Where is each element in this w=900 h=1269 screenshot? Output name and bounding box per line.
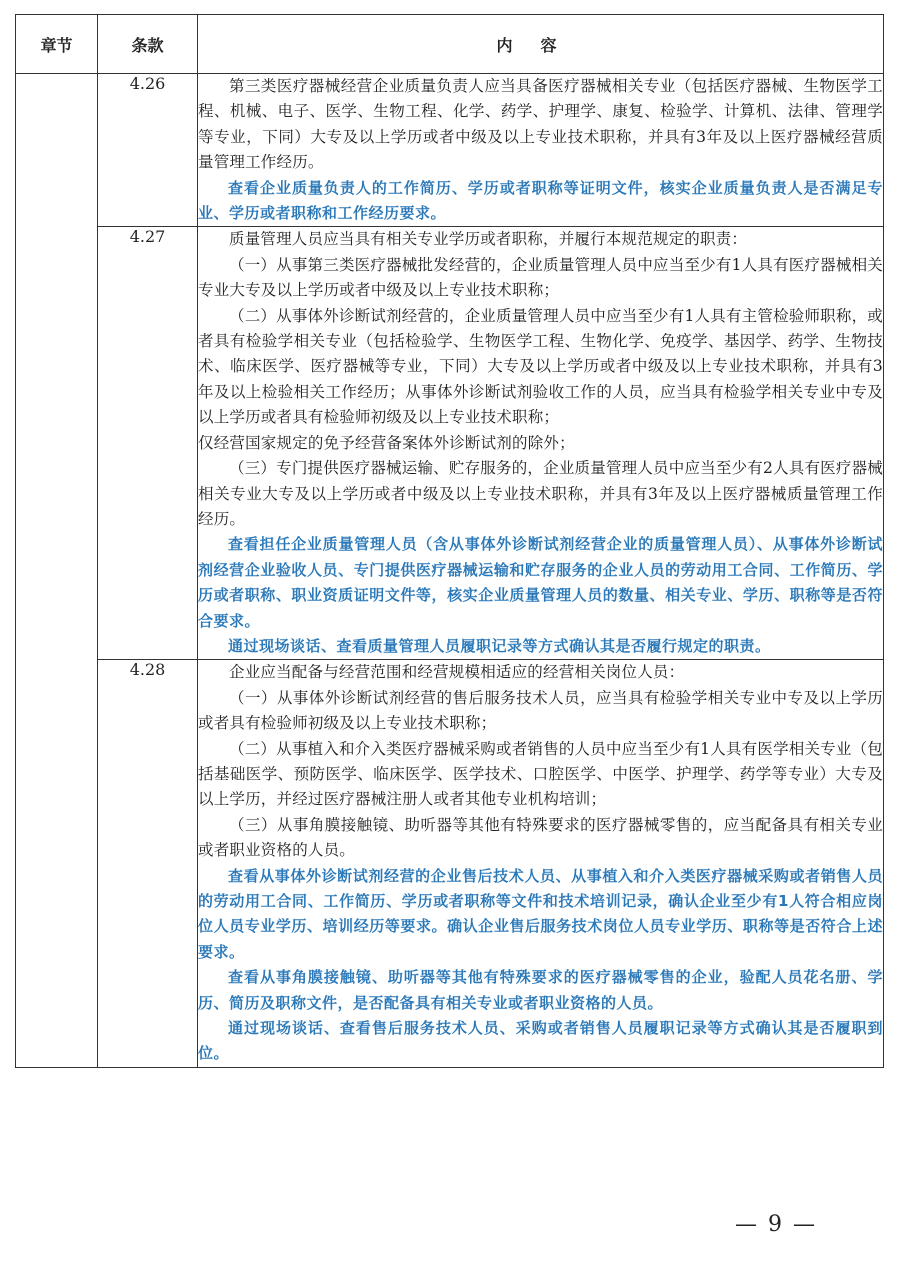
clause-content <box>198 227 884 660</box>
regulation-text: 仅经营国家规定的免予经营备案体外诊断试剂的除外； <box>198 433 575 452</box>
clause-number: 4.28 <box>98 660 198 1068</box>
clause-number: 4.27 <box>98 227 198 660</box>
inspection-guidance-text: 查看从事体外诊断试剂经营的企业售后技术人员、从事植入和介入类医疗器械采购或者销售人员的劳动用工合同、工作简历、学历或者职称等文件和技术培训记录，确认企业至少有1人符合相应岗位人员专业学历、培训经历等要求。确认企业售后服务技术岗位人员专业学历、职称等是否符合上述要求。 <box>198 866 883 961</box>
inspection-guidance-text: 查看担任企业质量管理人员（含从事体外诊断试剂经营企业的质量管理人员）、从事体外诊断试剂经营企业验收人员、专门提供医疗器械运输和贮存服务的企业人员的劳动用工合同、工作简历、学历或者职称、职业资质证明文件等，核实企业质量管理人员的数量、相关专业、学历、职称等是否符合要求。 <box>198 535 883 630</box>
header-clause: 条款 <box>98 15 198 74</box>
regulation-text: （三）专门提供医疗器械运输、贮存服务的，企业质量管理人员中应当至少有2人具有医疗器械相关专业大专及以上学历或者中级及以上专业技术职称，并具有3年及以上医疗器械质量管理工作经历。 <box>198 459 883 528</box>
regulation-text: 质量管理人员应当具有相关专业学历或者职称，并履行本规范规定的职责： <box>229 230 748 249</box>
chapter-cell <box>16 74 98 1068</box>
regulation-table <box>15 14 884 1068</box>
header-chapter: 章节 <box>16 15 98 74</box>
inspection-guidance-text: 查看企业质量负责人的工作简历、学历或者职称等证明文件，核实企业质量负责人是否满足专业、学历或者职称和工作经历要求。 <box>198 178 883 223</box>
header-content: 内容 <box>198 15 884 74</box>
inspection-guidance-text: 通过现场谈话、查看售后服务技术人员、采购或者销售人员履职记录等方式确认其是否履职到位。 <box>198 1019 883 1063</box>
regulation-text: 第三类医疗器械经营企业质量负责人应当具备医疗器械相关专业（包括医疗器械、生物医学工程、机械、电子、医学、生物工程、化学、药学、护理学、康复、检验学、计算机、法律、管理学等专业，下同）大专及以上学历或者中级及以上专业技术职称，并具有3年及以上医疗器械经营质量管理工作经历。 <box>198 77 883 172</box>
inspection-guidance-text: 通过现场谈话、查看质量管理人员履职记录等方式确认其是否履行规定的职责。 <box>228 636 771 655</box>
regulation-text: （三）从事角膜接触镜、助听器等其他有特殊要求的医疗器械零售的，应当配备具有相关专业或者职业资格的人员。 <box>198 815 883 860</box>
regulation-text: （二）从事植入和介入类医疗器械采购或者销售的人员中应当至少有1人具有医学相关专业（包括基础医学、预防医学、临床医学、医学技术、口腔医学、中医学、护理学、药学等专业）大专及以上学历，并经过医疗器械注册人或者其他专业机构培训； <box>198 739 883 809</box>
inspection-guidance-text: 查看从事角膜接触镜、助听器等其他有特殊要求的医疗器械零售的企业，验配人员花名册、学历、简历及职称文件，是否配备具有相关专业或者职业资格的人员。 <box>198 968 883 1012</box>
regulation-text: （一）从事体外诊断试剂经营的售后服务技术人员，应当具有检验学相关专业中专及以上学历或者具有检验师初级及以上专业技术职称； <box>198 688 883 733</box>
page-number: — 9 — <box>735 1212 817 1237</box>
clause-content <box>198 74 884 227</box>
regulation-text: （二）从事体外诊断试剂经营的，企业质量管理人员中应当至少有1人具有主管检验师职称，或者具有检验学相关专业（包括检验学、生物医学工程、生物化学、免疫学、基因学、药学、生物技术、临床医学、医疗器械等专业，下同）大专及以上学历或者中级及以上专业技术职称，并具有3年及以上检验相关工作经历；从事体外诊断试剂验收工作的人员，应当具有检验学相关专业中专及以上学历或者具有检验师初级及以上专业技术职称； <box>198 306 883 427</box>
table-header-row <box>16 15 884 74</box>
clause-number: 4.26 <box>98 74 198 227</box>
clause-content <box>198 660 884 1068</box>
regulation-text: （一）从事第三类医疗器械批发经营的，企业质量管理人员中应当至少有1人具有医疗器械相关专业大专及以上学历或者中级及以上专业技术职称； <box>198 255 883 300</box>
regulation-text: 企业应当配备与经营范围和经营规模相适应的经营相关岗位人员： <box>229 663 685 682</box>
